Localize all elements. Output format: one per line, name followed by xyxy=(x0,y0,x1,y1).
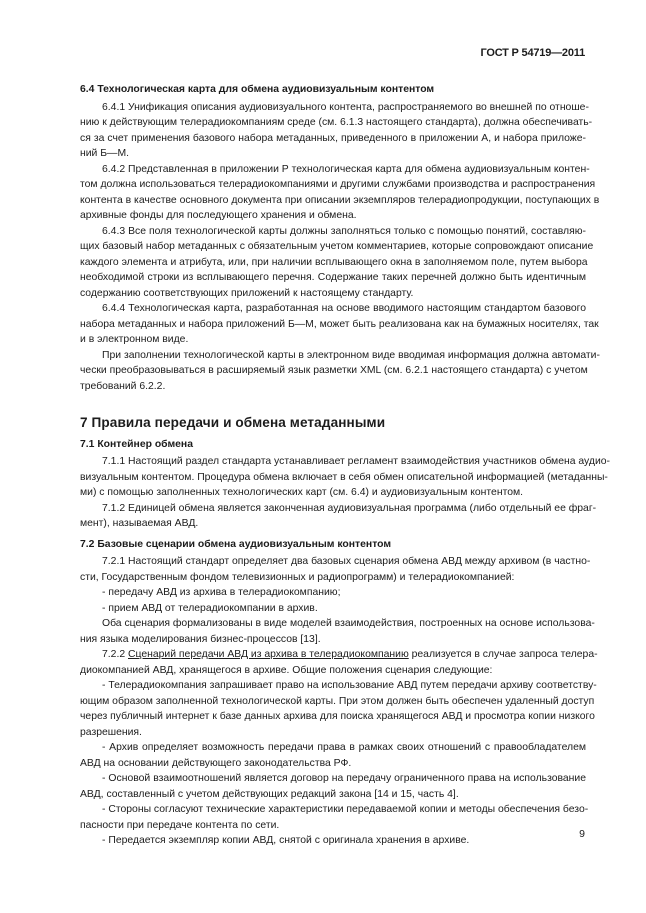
text-line: - Стороны согласуют технические характеристики передаваемой копии и методы обеспечения безо- xyxy=(102,804,589,815)
text-line: 6.4.2 Представленная в приложении Р технологическая карта для обмена аудиовизуальным контен- xyxy=(102,163,590,175)
text-line: требований 6.2.2. xyxy=(80,380,166,392)
text-line: ся за счет применения базового набора метаданных, приведенного в приложении А, и набора приложе- xyxy=(80,132,586,144)
text-line: 6.4.3 Все поля технологической карты должны заполняться только с помощью понятий, составляю- xyxy=(102,225,586,237)
page-number: 9 xyxy=(579,828,585,840)
text-line: архивные фонды для последующего хранения и обмена. xyxy=(80,210,357,221)
section-heading: 7 Правила передачи и обмена метаданными xyxy=(80,415,386,430)
paragraph xyxy=(80,771,586,802)
document-body xyxy=(80,82,610,849)
paragraph xyxy=(80,601,586,617)
text-line: разрешения. xyxy=(80,726,142,738)
text-line: - Архив определяет возможность передачи права в рамках своих отношений с правообладателем xyxy=(102,742,586,753)
text-line: пасности при передаче контента по сети. xyxy=(80,819,280,831)
text-line: - Основой взаимоотношений является договор на передачу ограниченного права на использование xyxy=(102,773,586,784)
subsection-heading: 7.2 Базовые сценарии обмена аудиовизуальным контентом xyxy=(80,538,392,550)
text-span: реализуется в случае запроса телера- xyxy=(408,649,598,660)
text-line: том должна использоваться телерадиокомпаниями и другими службами производства и распространения xyxy=(80,179,596,190)
text-line: АВД на основании действующего законодательства РФ. xyxy=(80,757,352,769)
text-line: ний Б—М. xyxy=(80,148,129,159)
text-line: и в электронном виде. xyxy=(80,334,189,345)
text-line: - передачу АВД из архива в телерадиокомпанию; xyxy=(102,587,341,598)
paragraph xyxy=(80,740,586,771)
text-line: ния языка моделирования бизнес-процессов [13]. xyxy=(80,633,321,645)
text-line: каждого элемента и атрибута, или, при наличии всплывающего окна в заполняемом поле, путем выбора xyxy=(80,256,588,268)
paragraph xyxy=(80,678,597,740)
text-line: 6.4.1 Унификация описания аудиовизуального контента, распространяемого во внешней по отноше- xyxy=(102,101,589,113)
text-line: щих базовый набор метаданных с обязательным учетом комментариев, которые сопровождают описание xyxy=(80,241,594,252)
text-line: ющим образом заполненной технологической карты. При этом должен быть обеспечен удаленный доступ xyxy=(80,695,595,707)
paragraph xyxy=(80,348,600,395)
paragraph xyxy=(80,301,599,348)
text-line: содержанию соответствующих приложений к настоящему стандарту. xyxy=(80,287,414,299)
paragraph xyxy=(80,454,610,501)
text-line: 7.1.1 Настоящий раздел стандарта устанавливает регламент взаимодействия участников обмена аудио- xyxy=(102,456,610,467)
text-line: - Телерадиокомпания запрашивает право на использование АВД путем передачи архиву соответству- xyxy=(102,680,597,691)
text-line: ми) с помощью заполненных технологических карт (см. 6.4) и аудиовизуальным контентом. xyxy=(80,487,524,498)
paragraph xyxy=(80,100,593,162)
subsection-heading: 6.4 Технологическая карта для обмена аудиовизуальным контентом xyxy=(80,84,435,95)
paragraph xyxy=(80,616,595,647)
text-line: АВД, составленный с учетом действующих редакций закона [14 и 15, часть 4]. xyxy=(80,788,459,800)
paragraph xyxy=(80,501,597,532)
underlined-term: Сценарий передачи АВД из архива в телерадиокомпанию xyxy=(128,649,409,660)
subsection-heading: 7.1 Контейнер обмена xyxy=(80,438,193,450)
text-line: сти, Государственным фондом телевизионных и радиопрограмм) и телерадиокомпанией: xyxy=(80,571,515,583)
text-line: мент), называемая АВД. xyxy=(80,518,199,529)
text-span: 7.2.2 xyxy=(102,649,128,660)
document-header-id: ГОСТ Р 54719—2011 xyxy=(480,47,585,59)
text-line: 7.2.1 Настоящий стандарт определяет два базовых сценария обмена АВД между архивом (в частно- xyxy=(102,556,591,567)
text-line: контента в качестве основного документа при описании экземпляров телерадиопродукции, поступающих в xyxy=(80,194,600,206)
text-line: нию к действующим телерадиокомпаниям среде (см. 6.1.3 настоящего стандарта), должна обеспечивать- xyxy=(80,117,593,128)
text-line: Оба сценария формализованы в виде моделей взаимодействия, построенных на основе использова- xyxy=(102,618,595,629)
paragraph xyxy=(80,224,594,302)
text-line: необходимой строки из всплывающего перечня. Содержание таких перечней должно быть идентичным xyxy=(80,272,586,283)
text-line: набора метаданных и набора приложений Б—М, может быть реализована как на бумажных носителях, так xyxy=(80,318,599,330)
paragraph xyxy=(80,554,591,585)
paragraph xyxy=(80,833,586,849)
text-line: диокомпанией АВД, хранящегося в архиве. Общие положения сценария следующие: xyxy=(80,664,493,676)
paragraph xyxy=(80,802,589,833)
paragraph xyxy=(80,162,600,224)
paragraph xyxy=(80,585,586,601)
text-line: через публичный интернет к базе данных архива для поиска хранящегося АВД и просмотра копии низкого xyxy=(80,711,595,722)
text-line: При заполнении технологической карты в электронном виде вводимая информация должна автомати- xyxy=(102,349,600,361)
text-line: - прием АВД от телерадиокомпании в архив. xyxy=(102,602,318,614)
text-line: 7.1.2 Единицей обмена является законченная аудиовизуальная программа (либо отдельный ее фраг- xyxy=(102,502,597,514)
text-line: чески преобразовываться в расширяемый язык разметки XML (см. 6.2.1 настоящего стандарта) с учетом xyxy=(80,365,588,376)
text-line: визуальным контентом. Процедура обмена включает в себя обмен описательной информацией (метаданны- xyxy=(80,471,608,483)
text-line: 6.4.4 Технологическая карта, разработанная на основе вводимого настоящим стандартом базового xyxy=(102,303,586,314)
paragraph xyxy=(80,647,598,678)
text-line xyxy=(80,647,598,663)
text-line: - Передается экземпляр копии АВД, снятой с оригинала хранения в архиве. xyxy=(102,835,470,846)
